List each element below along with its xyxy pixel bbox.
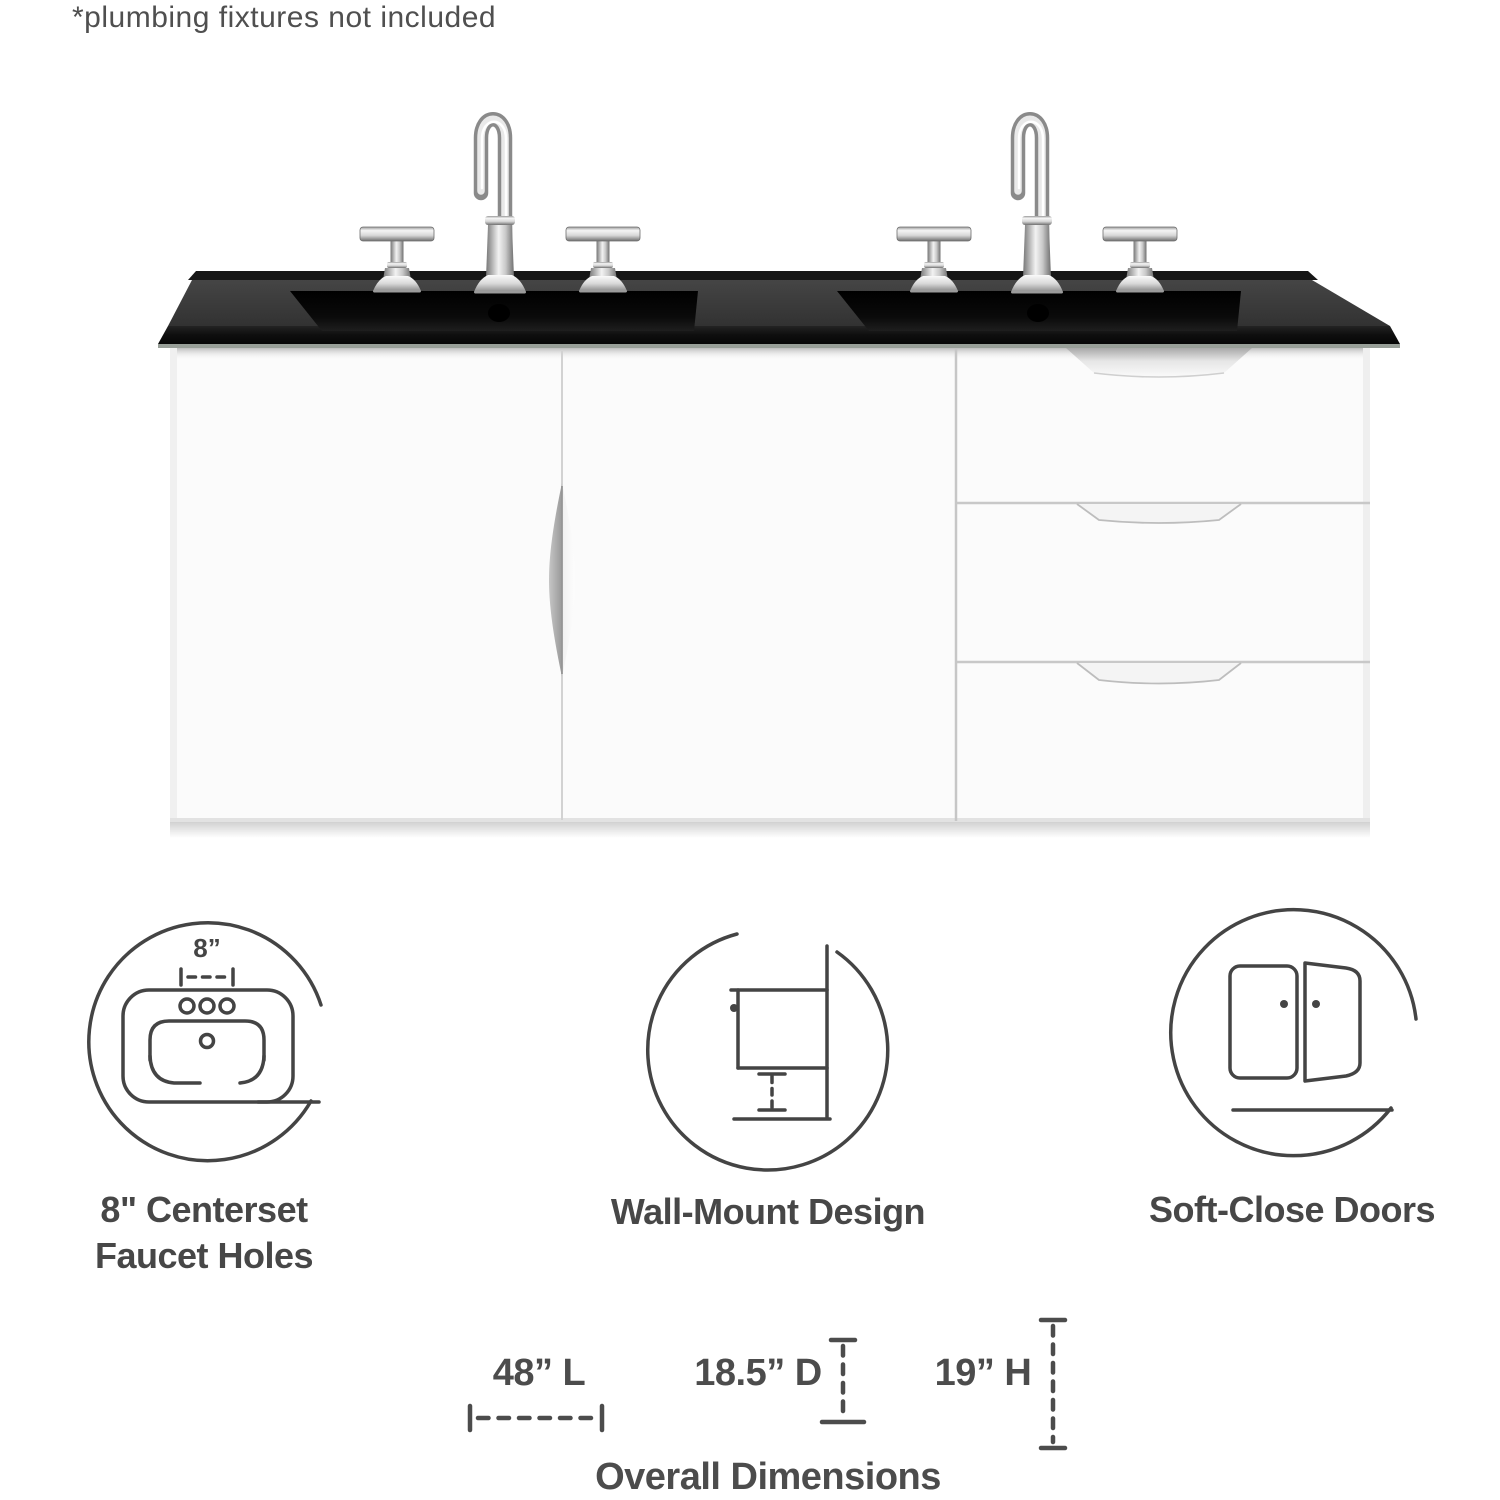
faucet-set-right [897, 119, 1177, 293]
drain-left [488, 304, 510, 322]
dimension-length: 48” L [492, 1352, 586, 1394]
drawer-handle-notch-3 [1077, 663, 1241, 684]
sink-basin-right [837, 291, 1241, 331]
wall-mount-icon [648, 934, 888, 1170]
icon-circle [1171, 910, 1416, 1156]
drain-right [1027, 304, 1049, 322]
sink-basin-left [290, 291, 698, 331]
feature-label-wall-mount: Wall-Mount Design [610, 1191, 926, 1232]
icon-measure-label: 8” [193, 933, 221, 963]
drawer-handle-notch-1 [1066, 348, 1252, 377]
feature-label-soft-close: Soft-Close Doors [1148, 1189, 1435, 1230]
feature-label-centerset-line1: 8" Centerset [100, 1189, 308, 1230]
dimension-height: 19” H [934, 1352, 1032, 1394]
faucet-set-left [360, 119, 640, 293]
length-measure-glyph [470, 1406, 602, 1430]
dimensions-title: Overall Dimensions [595, 1456, 941, 1498]
cabinet-shadow [170, 822, 1370, 838]
drawer-handle-notch-2 [1077, 504, 1241, 523]
feature-label-centerset-line2: Faucet Holes [94, 1235, 314, 1276]
icon-circle [648, 934, 888, 1170]
cabinet [170, 348, 1370, 838]
plumbing-note: *plumbing fixtures not included [72, 1, 497, 34]
soft-close-doors-icon [1171, 910, 1416, 1156]
vanity [158, 119, 1400, 838]
cabinet-body [170, 348, 1370, 822]
dimension-depth: 18.5” D [694, 1352, 822, 1394]
measure-8in-glyph [181, 969, 233, 985]
